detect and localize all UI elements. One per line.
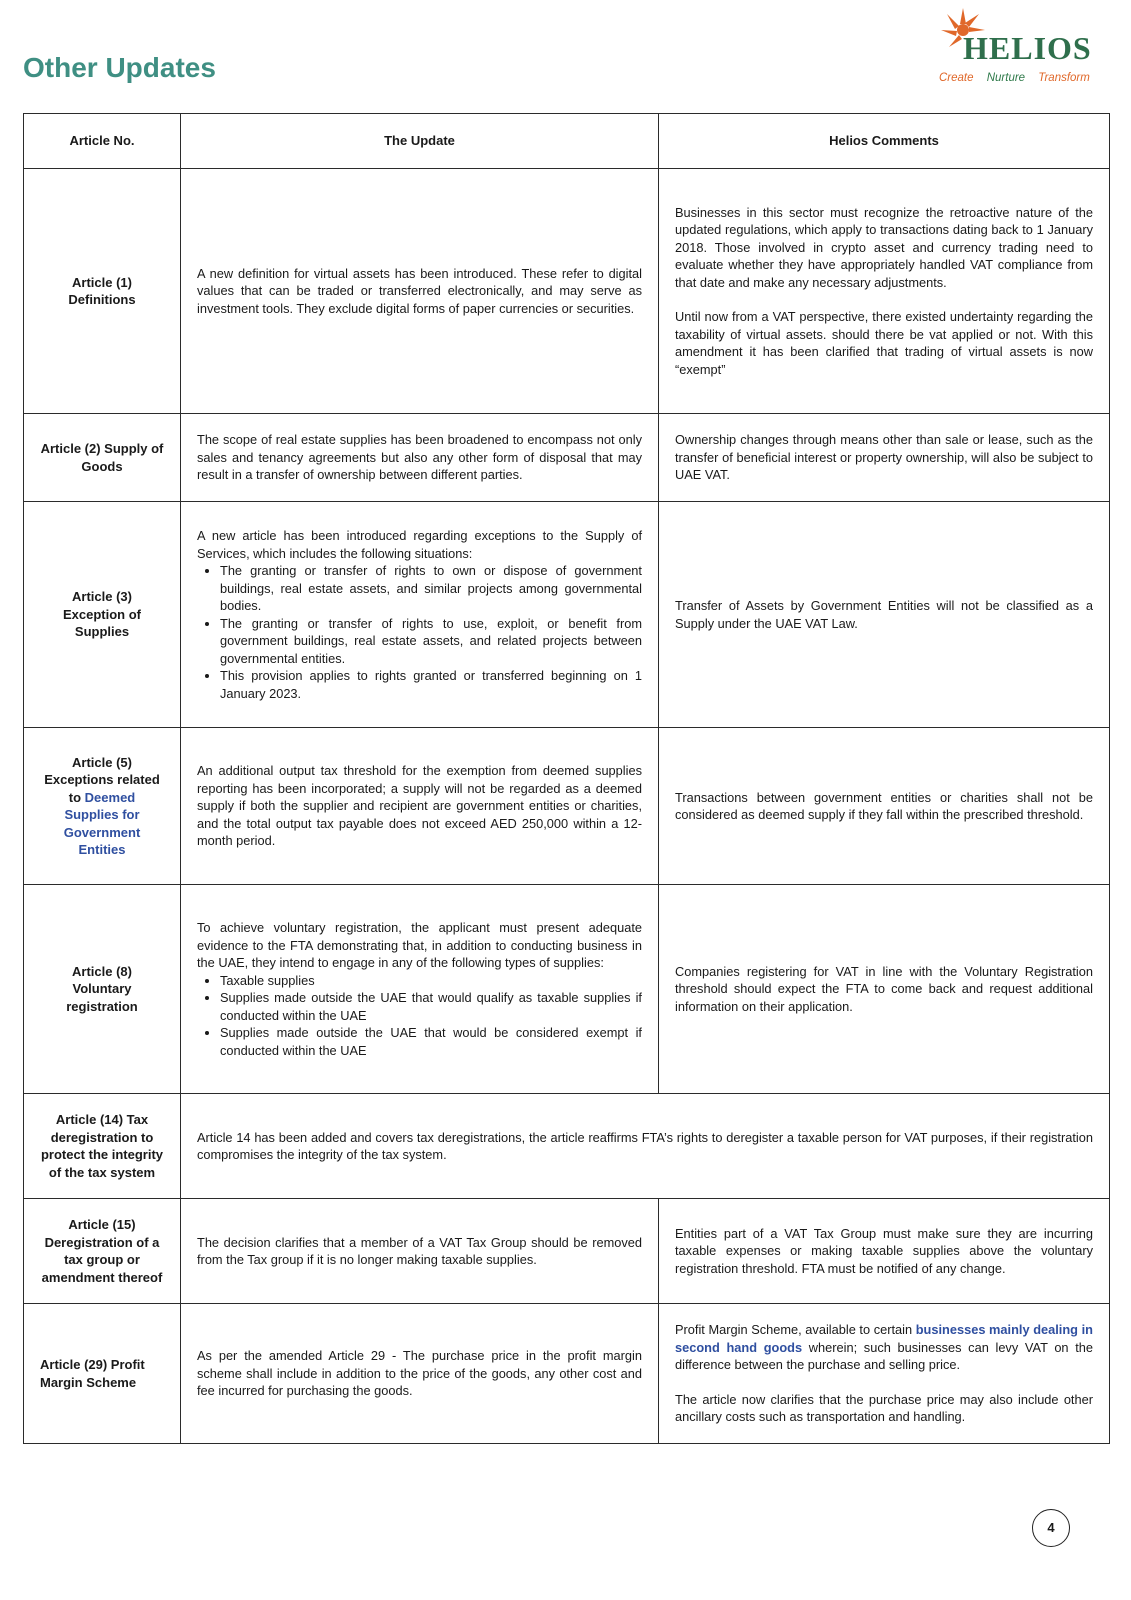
updates-table — [23, 113, 1110, 1444]
comments-cell: Ownership changes through means other than sale or lease, such as the transfer of beneficial interest or property ownership, will also be subject to UAE VAT. — [659, 414, 1110, 502]
comments-cell: Companies registering for VAT in line with the Voluntary Registration threshold should expect the FTA to come back and request additional information on their application. — [659, 885, 1110, 1094]
table-row — [24, 885, 1110, 1094]
update-cell: A new definition for virtual assets has been introduced. These refer to digital values that can be traded or transferred electronically, and may serve as investment tools. They exclude digital forms of paper currencies or securities. — [181, 169, 659, 414]
list-item: • Taxable supplies — [220, 972, 642, 990]
comments-cell: Transactions between government entities or charities shall not be considered as deemed supply if they fall within the prescribed threshold. — [659, 728, 1110, 885]
second-hand-goods-highlight: businesses mainly dealing in second hand goods — [675, 1322, 1093, 1355]
article-cell: Article (1) Definitions — [24, 169, 181, 414]
tagline-create: Create — [939, 72, 974, 84]
update-cell: The decision clarifies that a member of a VAT Tax Group should be removed from the Tax group if it is no longer making taxable supplies. — [181, 1199, 659, 1304]
update-cell: As per the amended Article 29 - The purchase price in the profit margin scheme shall include in addition to the price of the goods, any other cost and fee incurred for purchasing the goods. — [181, 1304, 659, 1444]
list-item: • The granting or transfer of rights to own or dispose of government buildings, real estate assets, and similar projects among governmental bodies. — [220, 562, 642, 615]
comments-cell: Businesses in this sector must recognize the retroactive nature of the updated regulations, which apply to transactions dating back to 1 January 2018. Those involved in crypto asset and currency trading need to evaluate whether they have appropriately handled VAT compliance from that date and make any necessary adjustments. Until now from a VAT perspective, there existed undertainty regarding the taxability of virtual assets. should there be vat applied or not. With this amendment it has been clarified that trading of virtual assets is now “exempt” — [659, 169, 1110, 414]
comments-cell: Profit Margin Scheme, available to certain businesses mainly dealing in second hand goods wherein; such businesses can levy VAT on the difference between the purchase and selling price. The article now clarifies that the purchase price may also include other ancillary costs such as transportation and handling. — [659, 1304, 1110, 1444]
column-header-update: The Update — [181, 114, 659, 169]
comments-cell: Entities part of a VAT Tax Group must make sure they are incurring taxable expenses or making taxable supplies above the voluntary registration threshold. FTA must be notified of any change. — [659, 1199, 1110, 1304]
update-cell: An additional output tax threshold for the exemption from deemed supplies reporting has been incorporated; a supply will not be regarded as a deemed supply if both the supplier and recipient are government entities or charities, and the total output tax payable does not exceed AED 250,000 within a 12-month period. — [181, 728, 659, 885]
list-item: • Supplies made outside the UAE that would be considered exempt if conducted within the UAE — [220, 1024, 642, 1059]
column-header-article: Article No. — [24, 114, 181, 169]
table-row — [24, 502, 1110, 728]
list-item: • This provision applies to rights granted or transferred beginning on 1 January 2023. — [220, 667, 642, 702]
table-row — [24, 1199, 1110, 1304]
table-row — [24, 169, 1110, 414]
article-cell: Article (8) Voluntary registration — [24, 885, 181, 1094]
logo-tagline — [939, 72, 1100, 84]
logo-wordmark: HELIOS — [963, 30, 1092, 66]
column-header-comments: Helios Comments — [659, 114, 1110, 169]
page-number: 4 — [1032, 1509, 1070, 1547]
comments-cell: Transfer of Assets by Government Entities will not be classified as a Supply under the UAE VAT Law. — [659, 502, 1110, 728]
helios-logo — [935, 2, 1125, 90]
update-cell: The scope of real estate supplies has been broadened to encompass not only sales and tenancy agreements but also any other form of disposal that may result in a transfer of ownership between different parties. — [181, 414, 659, 502]
table-row — [24, 414, 1110, 502]
update-cell: Article 14 has been added and covers tax deregistrations, the article reaffirms FTA’s rights to deregister a taxable person for VAT purposes, if their registration compromises the integrity of the tax system. — [181, 1094, 1110, 1199]
tagline-transform: Transform — [1038, 72, 1090, 84]
update-cell: To achieve voluntary registration, the applicant must present adequate evidence to the FTA demonstrating that, in addition to conducting business in the UAE, they intend to engage in any of the following types of supplies: • Taxable supplies • Supplies made outside the UAE that would qualify as taxable supplies if conducted within the UAE • Supplies made outside the UAE that would be considered exempt if conducted within the UAE — [181, 885, 659, 1094]
article-cell: Article (3) Exception of Supplies — [24, 502, 181, 728]
table-row — [24, 1304, 1110, 1444]
table-row — [24, 728, 1110, 885]
bullet-list — [197, 972, 642, 1060]
page-title: Other Updates — [23, 52, 216, 83]
article-cell: Article (29) Profit Margin Scheme — [24, 1304, 181, 1444]
tagline-nurture: Nurture — [986, 72, 1026, 84]
list-item: • Supplies made outside the UAE that would qualify as taxable supplies if conducted within the UAE — [220, 989, 642, 1024]
article-cell: Article (2) Supply of Goods — [24, 414, 181, 502]
article-cell: Article (5) Exceptions related to Deemed Supplies for Government Entities — [24, 728, 181, 885]
list-item: • The granting or transfer of rights to use, exploit, or benefit from government buildings, real estate assets, and related projects between governmental entities. — [220, 615, 642, 668]
article-cell: Article (15) Deregistration of a tax group or amendment thereof — [24, 1199, 181, 1304]
deemed-supplies-link[interactable]: Deemed — [84, 789, 136, 805]
update-cell: A new article has been introduced regarding exceptions to the Supply of Services, which includes the following situations: • The granting or transfer of rights to own or dispose of government buildings, real estate assets, and similar projects among governmental bodies. • The granting or transfer of rights to use, exploit, or benefit from government buildings, real estate assets, and related projects between governmental entities. • This provision applies to rights granted or transferred beginning on 1 January 2023. — [181, 502, 659, 728]
bullet-list — [197, 562, 642, 702]
table-row — [24, 1094, 1110, 1199]
article-cell: Article (14) Tax deregistration to protect the integrity of the tax system — [24, 1094, 181, 1199]
table-header-row — [24, 114, 1110, 169]
